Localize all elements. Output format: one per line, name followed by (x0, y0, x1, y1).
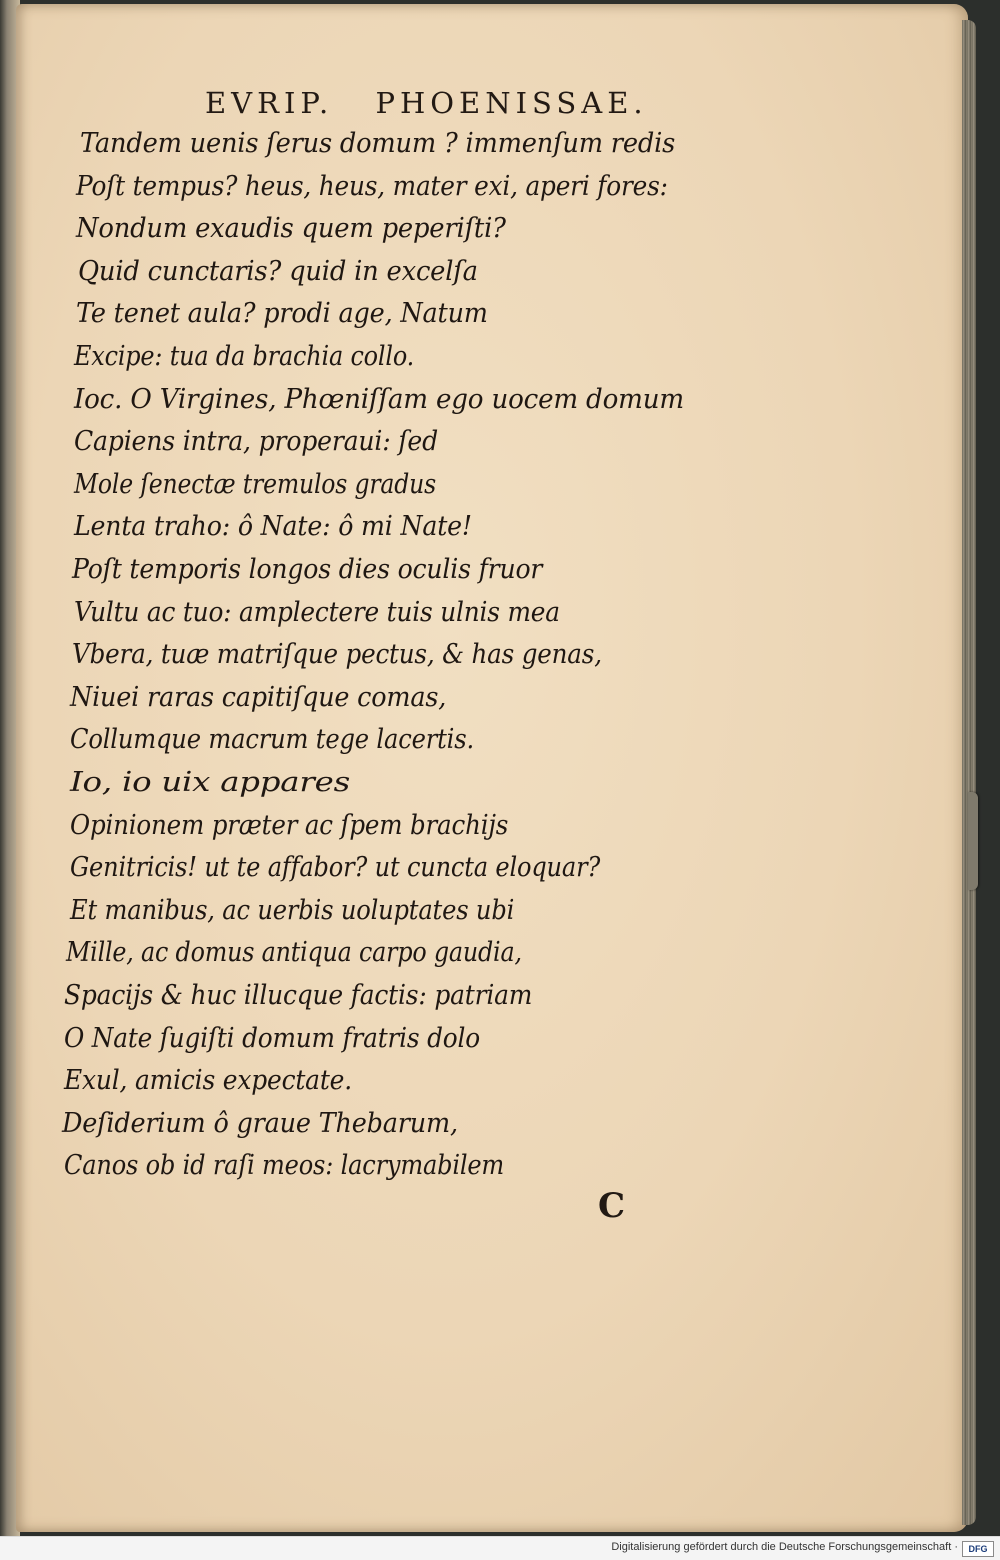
verse-line: Canos ob id raſi meos: lacrymabilem (64, 1150, 505, 1182)
footer-credit: Digitalisierung gefördert durch die Deutsche Forschungsgemeinschaft · (611, 1541, 958, 1553)
verse-line: Collumque macrum tege lacertis. (70, 724, 474, 756)
running-head-title: PHOENISSAE. (375, 86, 648, 120)
verse-line: Ioc. O Virgines, Phœniſſam ego uocem domum (74, 383, 684, 415)
verse-line: Opinionem præter ac ſpem brachijs (70, 809, 509, 841)
verse-line: Lenta traho: ô Nate: ô mi Nate! (74, 511, 472, 543)
verse-line: O Nate ſugiſti domum fratris dolo (64, 1022, 480, 1054)
verse-line: Deſiderium ô graue Thebarum, (62, 1107, 458, 1139)
running-head-author: EVRIP. (205, 86, 334, 120)
verse-line: Exul, amicis expectate. (64, 1065, 352, 1097)
verse-line: Et manibus, ac uerbis uoluptates ubi (70, 894, 515, 926)
verse-line: Poſt temporis longos dies oculis fruor (72, 554, 543, 585)
verse-line: Tandem uenis ſerus domum ? immenſum redis (80, 128, 676, 159)
verse-line: Spacijs & huc illucque factis: patriam (64, 980, 533, 1011)
verse-line: Vbera, tuæ matriſque pectus, & has genas, (72, 639, 602, 671)
verse-line: Capiens intra, properaui: ſed (74, 426, 439, 458)
verse-line: Vultu ac tuo: amplectere tuis ulnis mea (74, 596, 560, 628)
verse-line: Genitricis! ut te affabor? ut cuncta eloquar? (70, 852, 601, 884)
verse-line: Excipe: tua da brachia collo. (74, 341, 415, 372)
verse-line: Mole ſenectæ tremulos gradus (74, 468, 437, 500)
verse-line: Quid cunctaris? quid in excelſa (78, 255, 478, 287)
signature-mark: C (598, 1186, 626, 1226)
verse-line: Mille, ac domus antiqua carpo gaudia, (66, 937, 522, 969)
footer-bar (0, 1536, 1000, 1560)
verse-line: Te tenet aula? prodi age, Natum (76, 298, 488, 330)
verse-line: Poſt tempus? heus, heus, mater exi, aperi fores: (76, 170, 668, 202)
verse-line: Io, io uix appares (70, 767, 350, 798)
verse-line: Nondum exaudis quem peperiſti? (76, 213, 506, 245)
verse-line: Niuei raras capitiſque comas, (70, 681, 447, 713)
dfg-logo: DFG (962, 1541, 994, 1557)
